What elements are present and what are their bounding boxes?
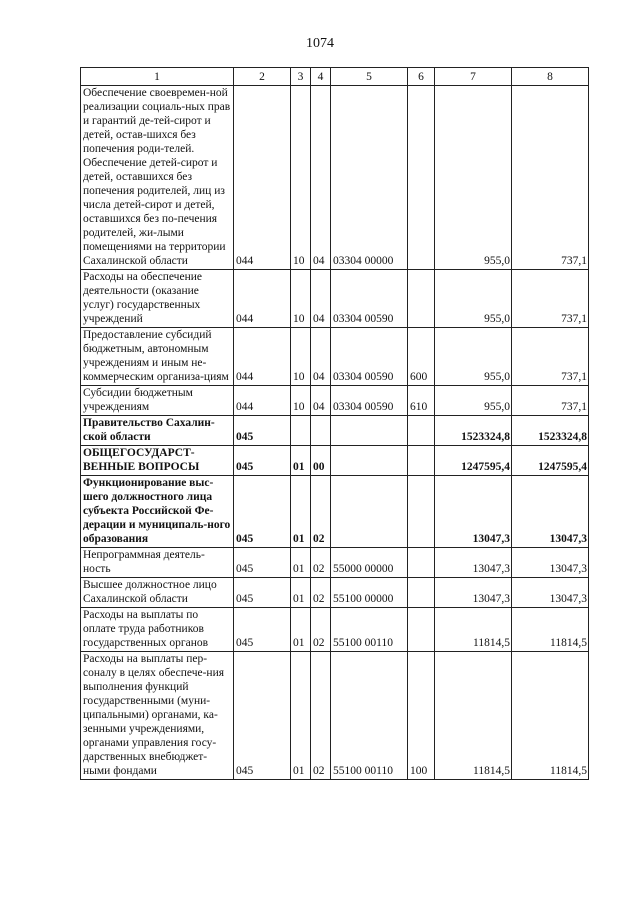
expense-type-cell	[408, 446, 435, 476]
ministry-code-cell: 045	[234, 548, 291, 578]
section-code-cell: 10	[291, 328, 311, 386]
section-code-cell: 01	[291, 476, 311, 548]
section-code-cell: 10	[291, 86, 311, 270]
expense-type-cell: 100	[408, 652, 435, 780]
ministry-code-cell: 044	[234, 270, 291, 328]
amount-col8-cell: 737,1	[512, 270, 589, 328]
section-code-cell	[291, 416, 311, 446]
expense-type-cell: 610	[408, 386, 435, 416]
subsection-code-cell: 02	[311, 548, 331, 578]
header-row	[81, 68, 589, 86]
ministry-code-cell: 045	[234, 652, 291, 780]
expense-type-cell	[408, 476, 435, 548]
subsection-code-cell: 04	[311, 328, 331, 386]
expense-type-cell	[408, 270, 435, 328]
column-header: 8	[512, 68, 589, 86]
amount-col8-cell: 13047,3	[512, 476, 589, 548]
section-code-cell: 01	[291, 548, 311, 578]
amount-col7-cell: 955,0	[435, 86, 512, 270]
amount-col8-cell: 11814,5	[512, 608, 589, 652]
amount-col7-cell: 13047,3	[435, 476, 512, 548]
column-header: 4	[311, 68, 331, 86]
ministry-code-cell: 044	[234, 328, 291, 386]
amount-col7-cell: 955,0	[435, 328, 512, 386]
page-number: 1074	[306, 36, 334, 51]
amount-col7-cell: 11814,5	[435, 652, 512, 780]
table-row	[81, 386, 589, 416]
table-row	[81, 578, 589, 608]
amount-col8-cell: 737,1	[512, 386, 589, 416]
target-article-cell: 03304 00590	[331, 328, 408, 386]
table-row	[81, 416, 589, 446]
section-code-cell: 01	[291, 578, 311, 608]
target-article-cell	[331, 416, 408, 446]
amount-col7-cell: 11814,5	[435, 608, 512, 652]
target-article-cell: 55100 00110	[331, 608, 408, 652]
row-name-cell: Обеспечение своевремен-ной реализации социаль-ных прав и гарантий де-тей-сирот и детей, остав-шихся без попечения роди-телей. Обеспечение детей-сирот и детей, оставшихся без попечения родителей, лиц из числа детей-сирот и детей, оставшихся без по-печения родителей, жи-лыми помещениями на территории Сахалинской области	[81, 86, 234, 270]
column-header: 1	[81, 68, 234, 86]
amount-col8-cell: 737,1	[512, 86, 589, 270]
expense-type-cell	[408, 578, 435, 608]
amount-col8-cell: 13047,3	[512, 578, 589, 608]
subsection-code-cell	[311, 416, 331, 446]
table-row	[81, 548, 589, 578]
column-header: 3	[291, 68, 311, 86]
amount-col8-cell: 1247595,4	[512, 446, 589, 476]
table-row	[81, 270, 589, 328]
ministry-code-cell: 044	[234, 86, 291, 270]
target-article-cell: 03304 00000	[331, 86, 408, 270]
subsection-code-cell: 02	[311, 608, 331, 652]
row-name-cell: Непрограммная деятель-ность	[81, 548, 234, 578]
row-name-cell: ОБЩЕГОСУДАРСТ-ВЕННЫЕ ВОПРОСЫ	[81, 446, 234, 476]
amount-col7-cell: 1523324,8	[435, 416, 512, 446]
target-article-cell: 55100 00000	[331, 578, 408, 608]
expense-type-cell	[408, 86, 435, 270]
section-code-cell: 10	[291, 386, 311, 416]
ministry-code-cell: 045	[234, 446, 291, 476]
section-code-cell: 10	[291, 270, 311, 328]
amount-col8-cell: 13047,3	[512, 548, 589, 578]
column-header: 2	[234, 68, 291, 86]
expense-type-cell: 600	[408, 328, 435, 386]
ministry-code-cell: 045	[234, 416, 291, 446]
table-row	[81, 476, 589, 548]
expense-type-cell	[408, 548, 435, 578]
row-name-cell: Расходы на выплаты пер-соналу в целях обеспече-ния выполнения функций государственными (муни-ципальными) органами, ка-зенными учреждениями, органами управления госу-дарственных внебюджет-ными фондами	[81, 652, 234, 780]
amount-col7-cell: 955,0	[435, 386, 512, 416]
subsection-code-cell: 04	[311, 86, 331, 270]
table-row	[81, 652, 589, 780]
table-row	[81, 328, 589, 386]
subsection-code-cell: 04	[311, 270, 331, 328]
amount-col7-cell: 1247595,4	[435, 446, 512, 476]
table-row	[81, 446, 589, 476]
column-header: 7	[435, 68, 512, 86]
subsection-code-cell: 02	[311, 578, 331, 608]
target-article-cell: 55000 00000	[331, 548, 408, 578]
subsection-code-cell: 00	[311, 446, 331, 476]
target-article-cell: 03304 00590	[331, 270, 408, 328]
ministry-code-cell: 045	[234, 578, 291, 608]
expense-type-cell	[408, 416, 435, 446]
row-name-cell: Предоставление субсидий бюджетным, автономным учреждениям и иным не-коммерческим организа-циям	[81, 328, 234, 386]
target-article-cell: 55100 00110	[331, 652, 408, 780]
subsection-code-cell: 02	[311, 476, 331, 548]
section-code-cell: 01	[291, 608, 311, 652]
row-name-cell: Функционирование выс-шего должностного лица субъекта Российской Фе-дерации и муниципаль-ного образования	[81, 476, 234, 548]
expense-type-cell	[408, 608, 435, 652]
amount-col8-cell: 1523324,8	[512, 416, 589, 446]
amount-col8-cell: 737,1	[512, 328, 589, 386]
target-article-cell: 03304 00590	[331, 386, 408, 416]
budget-table	[80, 67, 589, 780]
target-article-cell	[331, 446, 408, 476]
subsection-code-cell: 02	[311, 652, 331, 780]
section-code-cell: 01	[291, 446, 311, 476]
table-row	[81, 86, 589, 270]
table-row	[81, 608, 589, 652]
amount-col7-cell: 13047,3	[435, 548, 512, 578]
column-header: 5	[331, 68, 408, 86]
amount-col8-cell: 11814,5	[512, 652, 589, 780]
subsection-code-cell: 04	[311, 386, 331, 416]
column-header: 6	[408, 68, 435, 86]
row-name-cell: Расходы на обеспечение деятельности (оказание услуг) государственных учреждений	[81, 270, 234, 328]
amount-col7-cell: 955,0	[435, 270, 512, 328]
row-name-cell: Высшее должностное лицо Сахалинской области	[81, 578, 234, 608]
section-code-cell: 01	[291, 652, 311, 780]
row-name-cell: Правительство Сахалин-ской области	[81, 416, 234, 446]
row-name-cell: Расходы на выплаты по оплате труда работников государственных органов	[81, 608, 234, 652]
target-article-cell	[331, 476, 408, 548]
row-name-cell: Субсидии бюджетным учреждениям	[81, 386, 234, 416]
amount-col7-cell: 13047,3	[435, 578, 512, 608]
ministry-code-cell: 044	[234, 386, 291, 416]
ministry-code-cell: 045	[234, 608, 291, 652]
ministry-code-cell: 045	[234, 476, 291, 548]
